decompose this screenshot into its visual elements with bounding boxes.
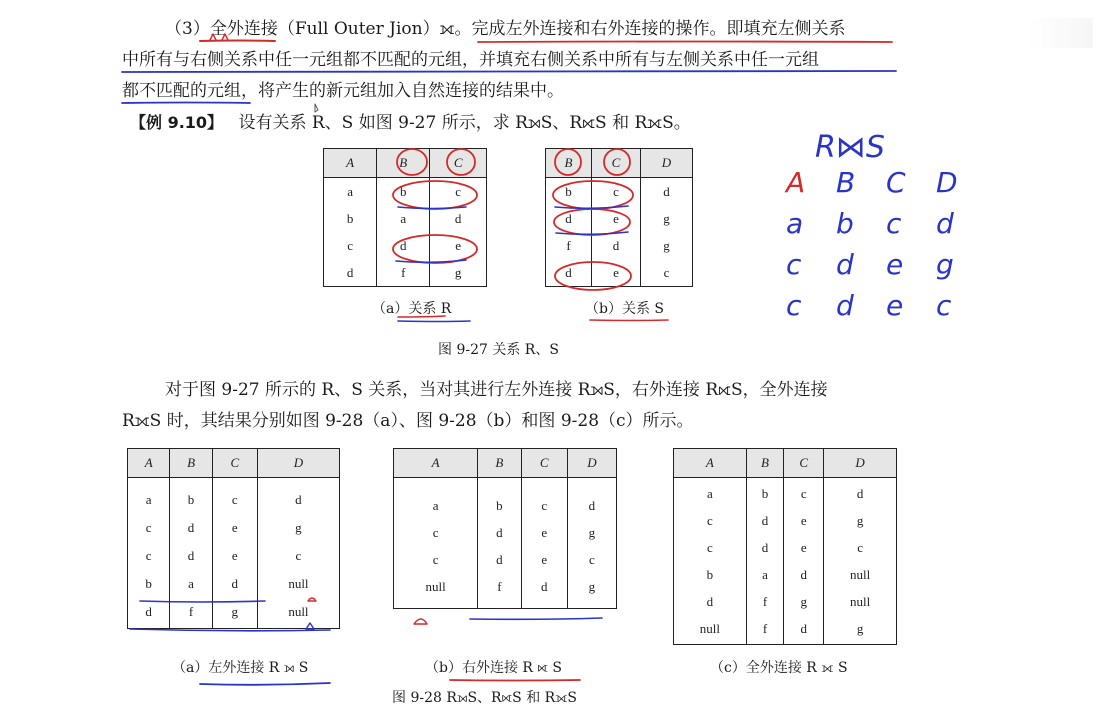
table-cell: a: [324, 178, 377, 206]
full-outer-header-b: B: [746, 449, 784, 478]
handwritten-cell: c: [936, 289, 952, 322]
para2-line2: R⟗S 时，其结果分别如图 9-28（a）、图 9-28（b）和图 9-28（c）所示。: [122, 411, 694, 431]
example-text: 设有关系 R、S 如图 9-27 所示，求 R⟕S、R⟖S 和 R⟗S。: [238, 113, 691, 133]
table-row: [674, 561, 897, 588]
table-cell: d: [640, 178, 692, 206]
table-row: [674, 478, 897, 508]
handwritten-cell: g: [936, 248, 954, 281]
para1-line2: 中所有与右侧关系中任一元组都不匹配的元组，并填充右侧关系中所有与左侧关系中任一元组: [122, 50, 819, 70]
table-cell: f: [377, 259, 430, 287]
table-cell: e: [430, 232, 487, 259]
table-cell: f: [746, 615, 784, 645]
table-cell: c: [567, 546, 616, 573]
right-outer-header-d: D: [567, 449, 616, 478]
table-row: [674, 507, 897, 534]
handwritten-cell: c: [886, 207, 902, 240]
underline-blue-left-outer-caption: [200, 683, 330, 685]
table-cell: g: [784, 588, 824, 615]
table-cell: c: [640, 259, 692, 287]
table-cell: b: [377, 178, 430, 206]
table-cell: e: [212, 542, 257, 570]
table-cell: c: [128, 514, 170, 542]
table-row: [128, 514, 340, 542]
table-row: [674, 615, 897, 645]
left-outer-caption: （a）左外连接 R ⟕ S: [172, 660, 309, 676]
table-cell: g: [567, 573, 616, 609]
left-outer-header-c: C: [212, 449, 257, 478]
para2-line1: 对于图 9-27 所示的 R、S 关系，当对其进行左外连接 R⟕S，右外连接 R⟖S，全外连接: [165, 380, 828, 400]
table-cell: d: [521, 573, 567, 609]
table-cell: c: [394, 519, 478, 546]
table-cell: a: [377, 205, 430, 232]
table-row: [674, 588, 897, 615]
handwritten-cell: d: [936, 207, 954, 240]
table-row: [674, 534, 897, 561]
table-cell: c: [324, 232, 377, 259]
handwritten-cell: a: [786, 207, 804, 240]
table-row: [128, 542, 340, 570]
table-row: [324, 259, 487, 287]
table-cell: c: [824, 534, 897, 561]
table-cell: a: [170, 570, 212, 598]
relation-R-header-b: B: [377, 149, 430, 178]
table-cell: d: [746, 507, 784, 534]
table-row: [128, 478, 340, 515]
table-cell: d: [212, 570, 257, 598]
table-cell: d: [546, 205, 592, 232]
table-row: [394, 478, 617, 520]
table-cell: a: [674, 478, 747, 508]
table-cell: d: [784, 615, 824, 645]
table-row: [394, 546, 617, 573]
table-cell: d: [478, 519, 521, 546]
table-row: [546, 232, 693, 259]
table-row: [324, 232, 487, 259]
handwritten-header: D: [936, 166, 958, 199]
table-cell: d: [324, 259, 377, 287]
table-cell: c: [212, 478, 257, 515]
table-cell: a: [746, 561, 784, 588]
underline-red-s-caption: [590, 320, 668, 321]
table-cell: null: [674, 615, 747, 645]
underline-blue-r-caption: [398, 321, 470, 322]
relation-S-header-d: D: [640, 149, 692, 178]
table-cell: e: [784, 534, 824, 561]
table-cell: e: [521, 519, 567, 546]
para1-line1: （3）全外连接（Full Outer Jion）⟗。完成左外连接和右外连接的操作。即填充左侧关系: [165, 19, 846, 39]
example-label: 【例 9.10】: [130, 113, 224, 132]
table-cell: e: [212, 514, 257, 542]
underline-red-right-outer-caption: [450, 680, 580, 681]
table-cell: b: [478, 478, 521, 520]
table-cell: a: [394, 478, 478, 520]
table-cell: b: [674, 561, 747, 588]
table-cell: f: [478, 573, 521, 609]
handwritten-cell: d: [836, 289, 854, 322]
table-row: [394, 519, 617, 546]
table-cell: g: [824, 507, 897, 534]
table-cell: g: [640, 232, 692, 259]
table-cell: c: [674, 534, 747, 561]
table-cell: d: [377, 232, 430, 259]
table-row: [128, 570, 340, 598]
table-cell: b: [546, 178, 592, 206]
table-cell: d: [591, 232, 640, 259]
table-cell: c: [257, 542, 339, 570]
table-cell: b: [128, 570, 170, 598]
table-cell: null: [824, 561, 897, 588]
handwritten-cell: e: [886, 248, 904, 281]
table-cell: e: [591, 205, 640, 232]
full-outer-table: [673, 448, 897, 645]
table-cell: b: [746, 478, 784, 508]
table-row: [324, 178, 487, 206]
relation-r-table: [323, 148, 487, 287]
table-cell: null: [257, 598, 339, 629]
handwritten-result: [786, 166, 976, 326]
table-cell: null: [257, 570, 339, 598]
table-cell: g: [212, 598, 257, 629]
table-cell: d: [257, 478, 339, 515]
table-cell: d: [784, 561, 824, 588]
table-cell: c: [591, 178, 640, 206]
handwritten-header: C: [886, 166, 906, 199]
handwritten-cell: d: [836, 248, 854, 281]
table-row: [324, 205, 487, 232]
table-row: [546, 259, 693, 287]
table-cell: c: [784, 478, 824, 508]
table-cell: d: [567, 478, 616, 520]
table-cell: g: [567, 519, 616, 546]
left-outer-header-a: A: [128, 449, 170, 478]
table-row: [546, 178, 693, 206]
underline-blue-left-outer-row5: [130, 629, 330, 631]
handwritten-title: R⋈S: [815, 130, 885, 165]
table-row: [394, 573, 617, 609]
table-row: [546, 205, 693, 232]
full-outer-header-d: D: [824, 449, 897, 478]
table-row: [128, 598, 340, 629]
table-cell: f: [170, 598, 212, 629]
table-cell: f: [546, 232, 592, 259]
relation-R-header-c: C: [430, 149, 487, 178]
table-cell: e: [784, 507, 824, 534]
table-cell: c: [521, 478, 567, 520]
right-outer-header-b: B: [478, 449, 521, 478]
left-outer-header-d: D: [257, 449, 339, 478]
table-cell: f: [746, 588, 784, 615]
figure-28-caption: 图 9-28 R⟕S、R⟖S 和 R⟗S: [392, 690, 578, 706]
table-cell: null: [394, 573, 478, 609]
table-cell: e: [591, 259, 640, 287]
table-cell: d: [478, 546, 521, 573]
right-outer-table: [393, 448, 617, 609]
relation-s-table: [545, 148, 693, 287]
handwritten-cell: c: [786, 248, 802, 281]
full-outer-header-a: A: [674, 449, 747, 478]
example-line: [130, 107, 691, 139]
relation-S-header-c: C: [591, 149, 640, 178]
table-cell: c: [394, 546, 478, 573]
table-cell: d: [824, 478, 897, 508]
full-outer-header-c: C: [784, 449, 824, 478]
table-cell: b: [324, 205, 377, 232]
para1-line3: 都不匹配的元组，将产生的新元组加入自然连接的结果中。: [122, 81, 564, 101]
relation-R-header-a: A: [324, 149, 377, 178]
table-cell: d: [128, 598, 170, 629]
table-cell: c: [674, 507, 747, 534]
right-outer-caption: （b）右外连接 R ⟖ S: [425, 660, 563, 676]
table-cell: g: [824, 615, 897, 645]
table-cell: d: [430, 205, 487, 232]
table-cell: g: [257, 514, 339, 542]
handwritten-cell: c: [786, 289, 802, 322]
handwritten-cell: b: [836, 207, 854, 240]
table-cell: d: [746, 534, 784, 561]
handwritten-cell: e: [886, 289, 904, 322]
table-cell: d: [170, 542, 212, 570]
left-outer-table: [127, 448, 340, 629]
right-outer-header-c: C: [521, 449, 567, 478]
underline-blue-right-outer-row: [470, 618, 602, 619]
corner-artifact: [1025, 18, 1093, 48]
right-outer-header-a: A: [394, 449, 478, 478]
table-cell: null: [824, 588, 897, 615]
table-cell: d: [170, 514, 212, 542]
table-cell: e: [521, 546, 567, 573]
handwritten-header: A: [786, 166, 806, 199]
table-cell: d: [546, 259, 592, 287]
table-cell: g: [430, 259, 487, 287]
table-cell: g: [640, 205, 692, 232]
figure-27-caption: 图 9-27 关系 R、S: [438, 342, 559, 358]
table-cell: c: [430, 178, 487, 206]
handwritten-header: B: [836, 166, 856, 199]
relation-r-caption: （a）关系 R: [372, 301, 452, 317]
relation-S-header-b: B: [546, 149, 592, 178]
full-outer-caption: （c）全外连接 R ⟗ S: [710, 660, 848, 676]
table-cell: d: [674, 588, 747, 615]
table-cell: c: [128, 542, 170, 570]
left-outer-header-b: B: [170, 449, 212, 478]
relation-s-caption: （b）关系 S: [585, 301, 665, 317]
table-cell: b: [170, 478, 212, 515]
triangle-red-right-outer: [414, 619, 427, 624]
table-cell: a: [128, 478, 170, 515]
